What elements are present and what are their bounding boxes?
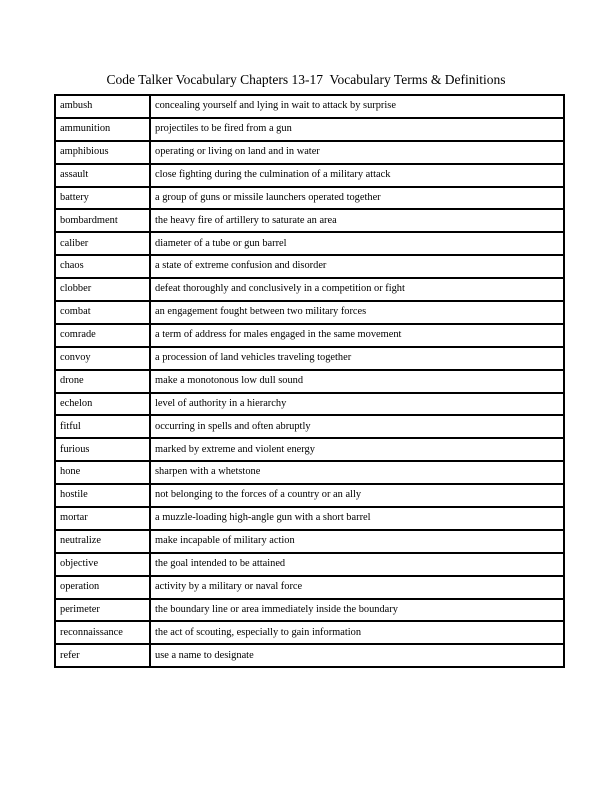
table-row — [55, 187, 564, 210]
term-cell: drone — [55, 370, 150, 393]
table-row — [55, 415, 564, 438]
term-cell: furious — [55, 438, 150, 461]
definition-cell: operating or living on land and in water — [150, 141, 564, 164]
table-row — [55, 370, 564, 393]
term-cell: fitful — [55, 415, 150, 438]
table-row — [55, 461, 564, 484]
table-row — [55, 347, 564, 370]
term-cell: clobber — [55, 278, 150, 301]
definition-cell: diameter of a tube or gun barrel — [150, 232, 564, 255]
definition-cell: a term of address for males engaged in the same movement — [150, 324, 564, 347]
table-row — [55, 324, 564, 347]
vocabulary-table-body — [55, 95, 564, 667]
term-cell: comrade — [55, 324, 150, 347]
term-cell: refer — [55, 644, 150, 667]
term-cell: ambush — [55, 95, 150, 118]
term-cell: neutralize — [55, 530, 150, 553]
table-row — [55, 438, 564, 461]
table-row — [55, 278, 564, 301]
term-cell: caliber — [55, 232, 150, 255]
definition-cell: marked by extreme and violent energy — [150, 438, 564, 461]
table-row — [55, 393, 564, 416]
definition-cell: an engagement fought between two military forces — [150, 301, 564, 324]
table-row — [55, 95, 564, 118]
term-cell: echelon — [55, 393, 150, 416]
definition-cell: make incapable of military action — [150, 530, 564, 553]
table-row — [55, 599, 564, 622]
definition-cell: a muzzle-loading high-angle gun with a short barrel — [150, 507, 564, 530]
table-row — [55, 484, 564, 507]
table-row — [55, 553, 564, 576]
definition-cell: occurring in spells and often abruptly — [150, 415, 564, 438]
definition-cell: not belonging to the forces of a country or an ally — [150, 484, 564, 507]
term-cell: amphibious — [55, 141, 150, 164]
table-row — [55, 507, 564, 530]
definition-cell: activity by a military or naval force — [150, 576, 564, 599]
table-row — [55, 232, 564, 255]
page-title: Code Talker Vocabulary Chapters 13-17 Vocabulary Terms & Definitions — [106, 72, 506, 87]
definition-cell: close fighting during the culmination of a military attack — [150, 164, 564, 187]
term-cell: battery — [55, 187, 150, 210]
definition-cell: make a monotonous low dull sound — [150, 370, 564, 393]
term-cell: assault — [55, 164, 150, 187]
term-cell: hostile — [55, 484, 150, 507]
table-row — [55, 621, 564, 644]
definition-cell: a procession of land vehicles traveling together — [150, 347, 564, 370]
term-cell: perimeter — [55, 599, 150, 622]
definition-cell: the goal intended to be attained — [150, 553, 564, 576]
term-cell: combat — [55, 301, 150, 324]
table-row — [55, 576, 564, 599]
table-row — [55, 209, 564, 232]
table-row — [55, 118, 564, 141]
term-cell: hone — [55, 461, 150, 484]
term-cell: bombardment — [55, 209, 150, 232]
table-row — [55, 530, 564, 553]
definition-cell: level of authority in a hierarchy — [150, 393, 564, 416]
term-cell: convoy — [55, 347, 150, 370]
definition-cell: a state of extreme confusion and disorder — [150, 255, 564, 278]
term-cell: operation — [55, 576, 150, 599]
term-cell: mortar — [55, 507, 150, 530]
definition-cell: defeat thoroughly and conclusively in a competition or fight — [150, 278, 564, 301]
definition-cell: sharpen with a whetstone — [150, 461, 564, 484]
term-cell: ammunition — [55, 118, 150, 141]
table-row — [55, 164, 564, 187]
table-row — [55, 301, 564, 324]
definition-cell: the heavy fire of artillery to saturate an area — [150, 209, 564, 232]
table-row — [55, 255, 564, 278]
definition-cell: projectiles to be fired from a gun — [150, 118, 564, 141]
definition-cell: concealing yourself and lying in wait to attack by surprise — [150, 95, 564, 118]
term-cell: chaos — [55, 255, 150, 278]
table-row — [55, 141, 564, 164]
term-cell: objective — [55, 553, 150, 576]
vocabulary-table — [54, 94, 565, 668]
table-row — [55, 644, 564, 667]
definition-cell: the boundary line or area immediately inside the boundary — [150, 599, 564, 622]
definition-cell: use a name to designate — [150, 644, 564, 667]
definition-cell: the act of scouting, especially to gain information — [150, 621, 564, 644]
term-cell: reconnaissance — [55, 621, 150, 644]
definition-cell: a group of guns or missile launchers operated together — [150, 187, 564, 210]
